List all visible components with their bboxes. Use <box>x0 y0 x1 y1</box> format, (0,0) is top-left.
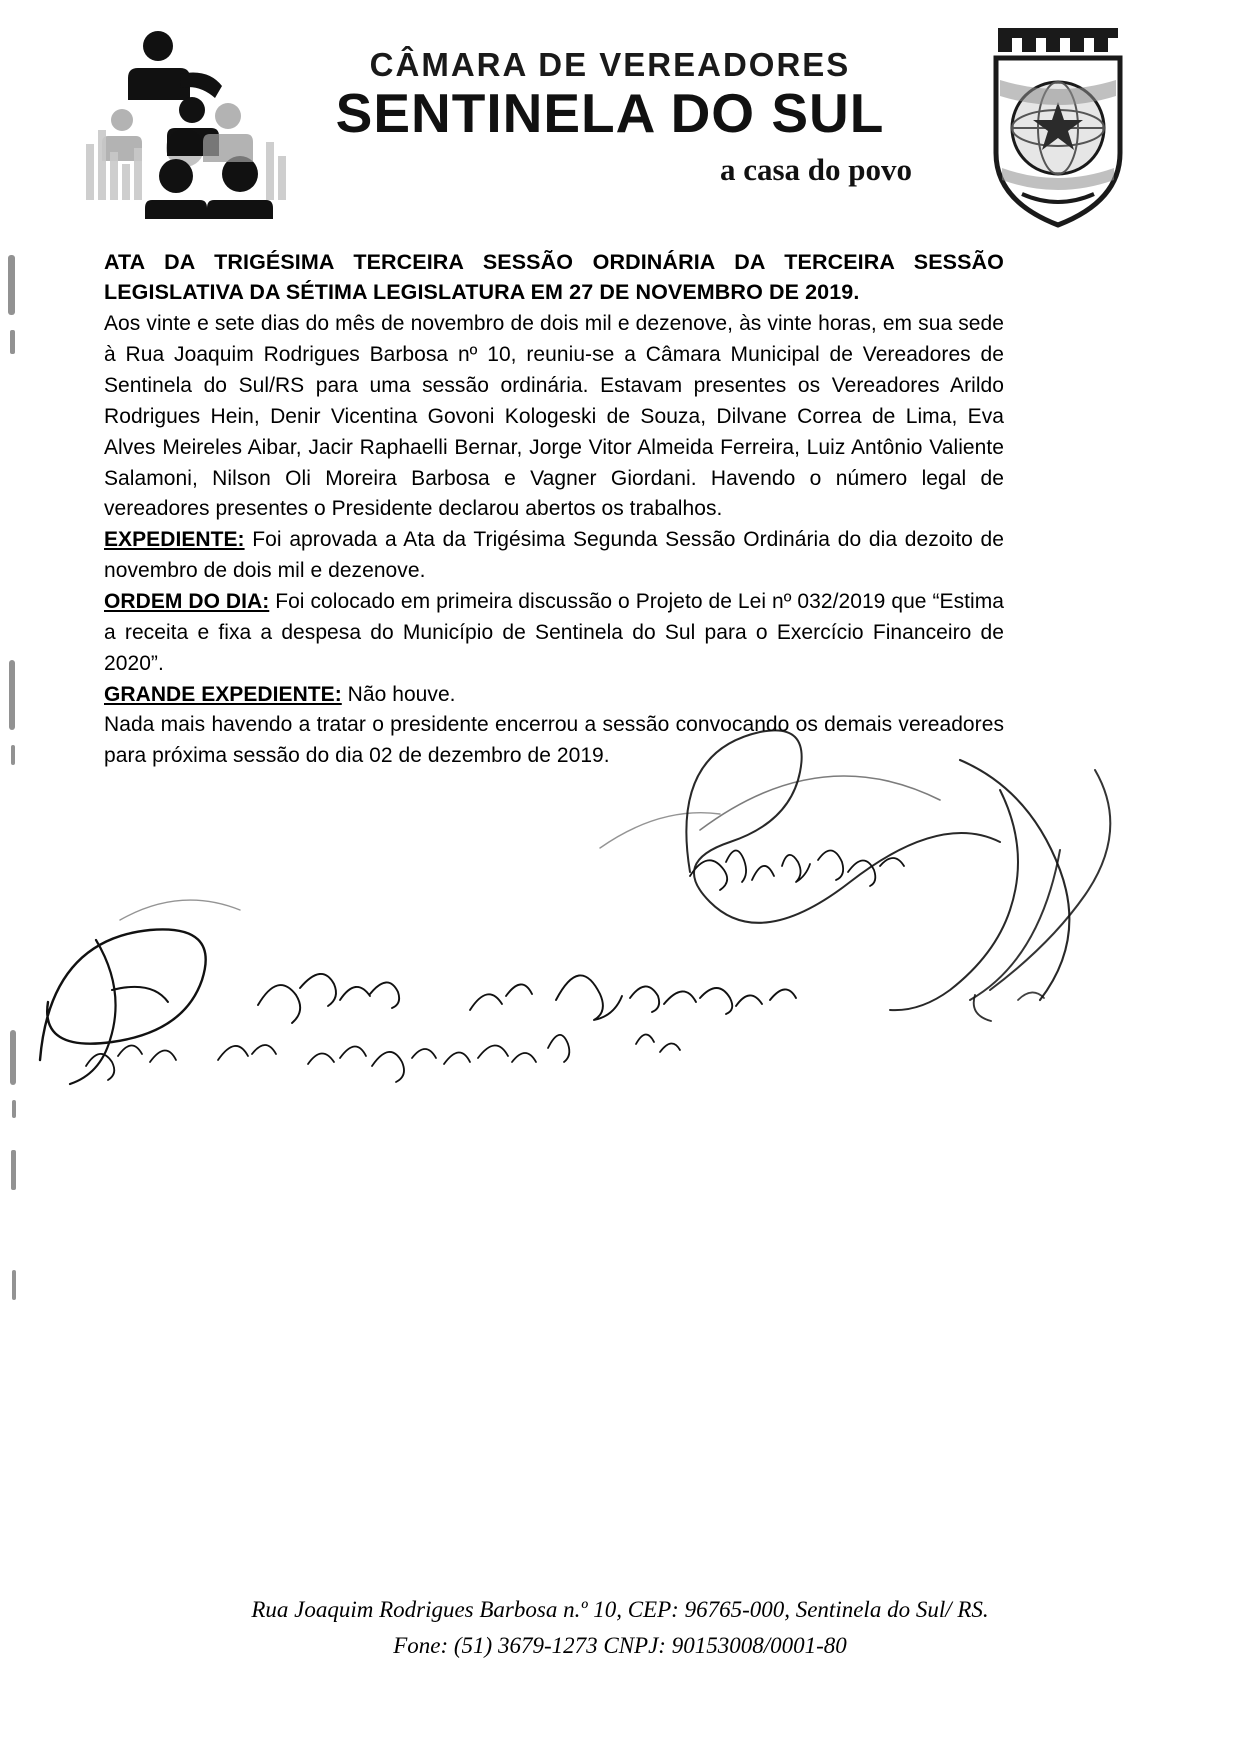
letterhead <box>60 18 1180 233</box>
section-ordem-text: Foi colocado em primeira discussão o Projeto de Lei nº 032/2019 que “Estima a receita e fixa a despesa do Município de Sentinela do Sul para o Exercício Financeiro de 2020”. <box>104 590 1005 675</box>
scan-artifact-marks <box>0 0 40 1753</box>
document-title: ATA DA TRIGÉSIMA TERCEIRA SESSÃO ORDINÁRIA DA TERCEIRA SESSÃO LEGISLATIVA DA SÉTIMA LEGISLATURA EM 27 DE NOVEMBRO DE 2019. <box>104 250 1004 304</box>
section-grande-label: GRANDE EXPEDIENTE: <box>104 682 342 706</box>
section-expediente-label: EXPEDIENTE: <box>104 528 245 552</box>
section-grande-text: Não houve. <box>341 682 456 706</box>
letterhead-line-1: CÂMARA DE VEREADORES <box>369 46 851 83</box>
coat-of-arms-icon <box>970 18 1145 233</box>
letterhead-titles <box>290 48 930 188</box>
footer-contact: Fone: (51) 3679-1273 CNPJ: 90153008/0001-80 <box>393 1632 847 1658</box>
letterhead-line-2: SENTINELA DO SUL <box>335 81 885 144</box>
people-logo-icon <box>80 24 295 219</box>
paragraph-closing: Nada mais havendo a tratar o presidente encerrou a sessão convocando os demais vereadores para próxima sessão do dia 02 de dezembro de 2019. <box>104 713 1004 768</box>
letterhead-tagline: a casa do povo <box>719 152 912 188</box>
page-footer <box>0 1592 1240 1663</box>
section-expediente-text: Foi aprovada a Ata da Trigésima Segunda Sessão Ordinária do dia dezoito de novembro de dois mil e dezenove. <box>104 528 1004 583</box>
section-ordem-label: ORDEM DO DIA: <box>104 590 270 614</box>
section-expediente <box>104 525 1004 587</box>
paragraph-opening: Aos vinte e sete dias do mês de novembro de dois mil e dezenove, às vinte horas, em sua sede à Rua Joaquim Rodrigues Barbosa nº 10, reuniu-se a Câmara Municipal de Vereadores de Sentinela do Sul/RS para uma sessão ordinária. Estavam presentes os Vereadores Arildo Rodrigues Hein, Denir Vicentina Govoni Kologeski de Souza, Dilvane Correa de Lima, Eva Alves Meireles Aibar, Jacir Raphaelli Bernar, Jorge Vitor Almeida Ferreira, Luiz Antônio Valiente Salamoni, Nilson Oli Moreira Barbosa e Vagner Giordani. Havendo o número legal de vereadores presentes o Presidente declarou abertos os trabalhos. <box>104 312 1004 521</box>
document-body <box>104 248 1004 772</box>
section-grande-expediente <box>104 680 1004 711</box>
footer-address: Rua Joaquim Rodrigues Barbosa n.º 10, CEP: 96765-000, Sentinela do Sul/ RS. <box>251 1597 989 1622</box>
section-ordem-do-dia <box>104 587 1004 680</box>
